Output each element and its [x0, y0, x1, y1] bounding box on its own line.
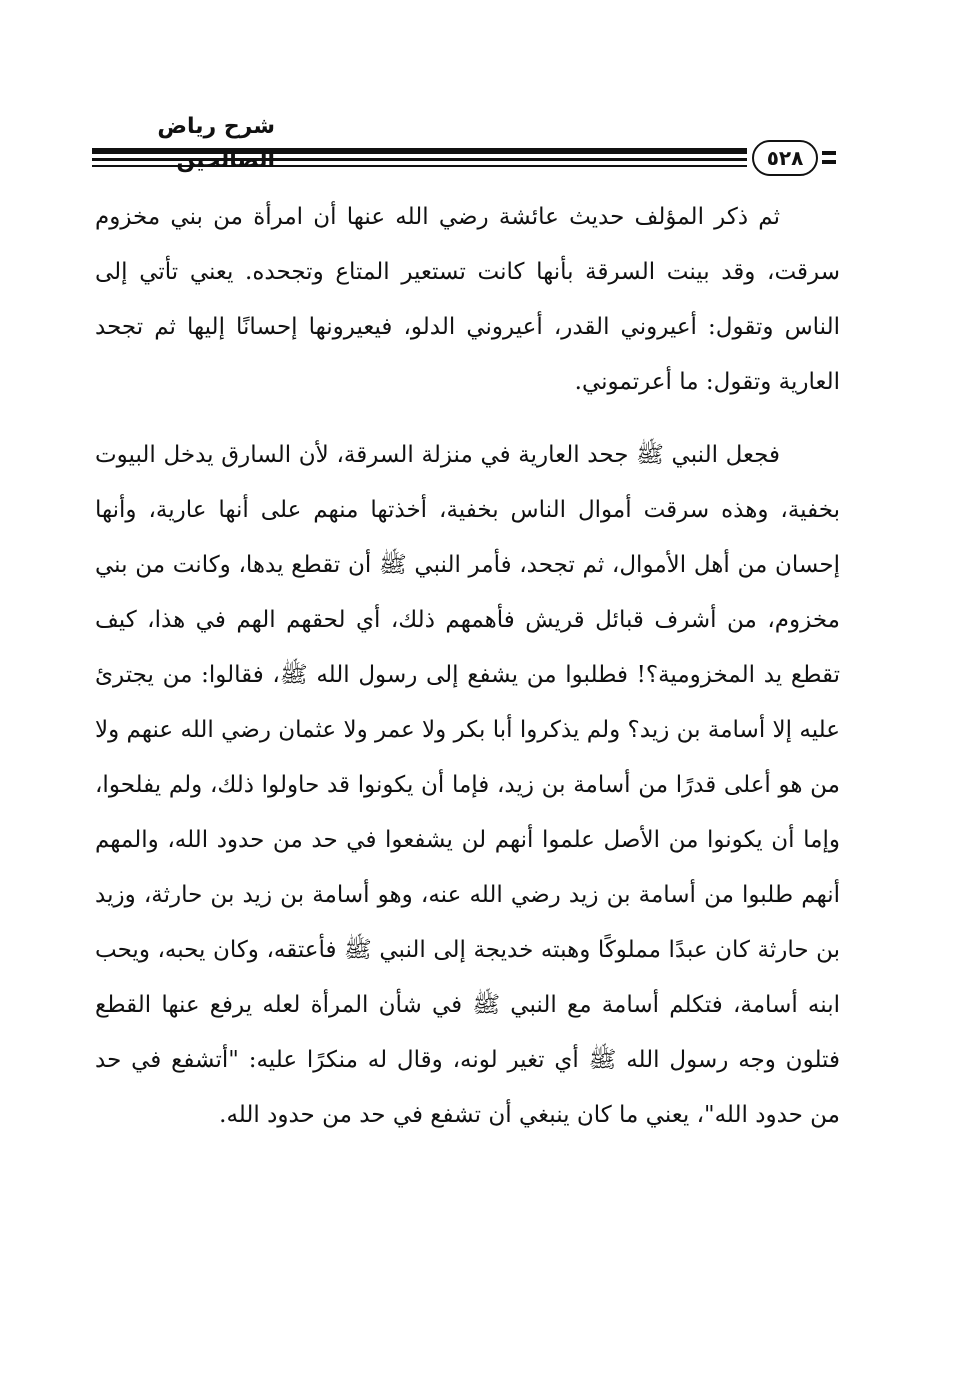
paragraph-2: فجعل النبي ﷺ جحد العارية في منزلة السرقة، لأن السارق يدخل البيوت بخفية، وهذه سرقت أموال الناس بخفية، أخذتها منهم على أنها عارية، وأنها إحسان من أهل الأموال، ثم تجحد، فأمر النبي ﷺ أن تقطع يدها، وكانت من بني مخزوم، من أشرف قبائل قريش فأهمهم ذلك، أي لحقهم الهم في هذا، كيف تقطع يد المخزومية؟! فطلبوا من يشفع إلى رسول الله ﷺ، فقالوا: من يجترئ عليه إلا أسامة بن زيد؟ ولم يذكروا أبا بكر ولا عمر ولا عثمان رضي الله عنهم ولا من هو أعلى قدرًا من أسامة بن زيد، فإما أن يكونوا قد حاولوا ذلك، ولم يفلحوا، وإما أن يكونوا من الأصل علموا أنهم لن يشفعوا في حد من حدود الله، والمهم أنهم طلبوا من أسامة بن زيد رضي الله عنه، وهو أسامة بن زيد بن حارثة، وزيد بن حارثة كان عبدًا مملوكًا وهبته خديجة إلى النبي ﷺ فأعتقه، وكان يحبه، ويحب ابنه أسامة، فتكلم أسامة مع النبي ﷺ في شأن المرأة لعله يرفع عنها القطع فتلون وجه رسول الله ﷺ أي تغير لونه، وقال له منكرًا عليه: "أتشفع في حد من حدود الله"، يعني ما كان ينبغي أن تشفع في حد من حدود الله. — [95, 442, 840, 1128]
paragraph-1: ثم ذكر المؤلف حديث عائشة رضي الله عنها أن امرأة من بني مخزوم سرقت، وقد بينت السرقة بأنها كانت تستعير المتاع وتجحده. يعني تأتي إلى الناس وتقول: أعيروني القدر، أعيروني الدلو، فيعيرونها إحسانًا إليها ثم تجحد العارية وتقول: ما أعرتموني. — [95, 204, 840, 395]
header-rule — [92, 148, 747, 170]
header-marker-top — [822, 151, 836, 155]
running-title: شرح رياض — [157, 114, 275, 139]
header-rule-thin — [92, 165, 747, 167]
header-marker-bottom — [822, 160, 836, 164]
header-rule-medium — [92, 158, 747, 161]
body-text — [95, 190, 840, 1161]
header-rule-thick — [92, 148, 747, 154]
page-number: ٥٢٨ — [752, 140, 818, 176]
